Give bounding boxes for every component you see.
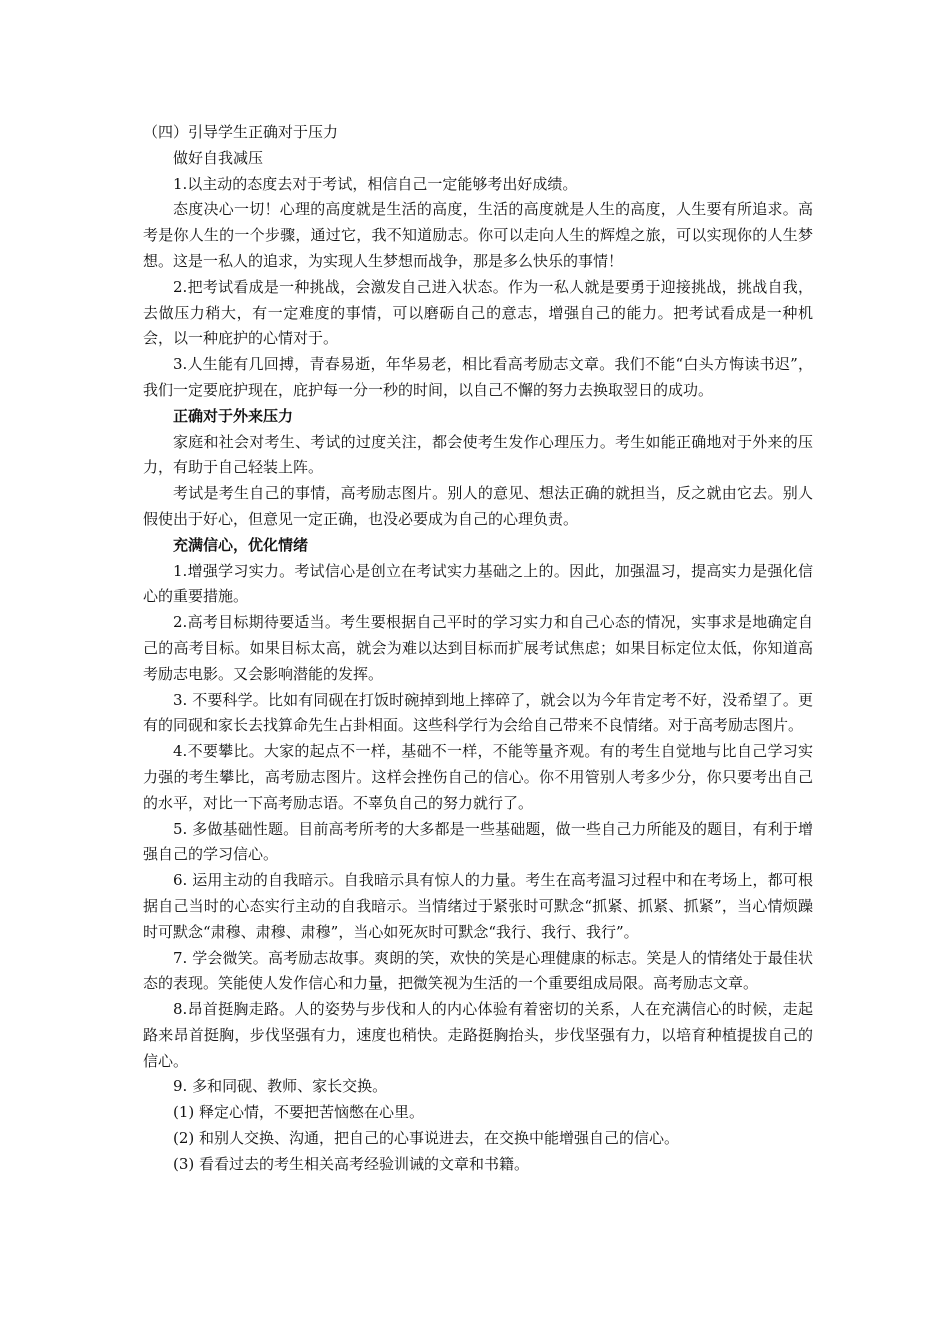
paragraph: 3.人生能有几回搏，青春易逝，年华易老，相比看高考励志文章。我们不能“白头方悔读书迟”，我们一定要庇护现在，庇护每一分一秒的时间，以自己不懈的努力去换取翌日的成功。 — [143, 355, 813, 399]
subheading-confidence: 充满信心，优化情绪 — [173, 535, 309, 554]
paragraph: 态度决心一切！心理的高度就是生活的高度，生活的高度就是人生的高度，人生要有所追求。高考是你人生的一个步骤，通过它，我不知道励志。你可以走向人生的辉煌之旅，可以实现你的人生梦想。这是一私人的追求，为实现人生梦想而战争，那是多么快乐的事情！ — [143, 200, 813, 270]
paragraph: 6. 运用主动的自我暗示。自我暗示具有惊人的力量。考生在高考温习过程中和在考场上，都可根据自己当时的心态实行主动的自我暗示。当情绪过于紧张时可默念“抓紧、抓紧、抓紧”，当心情烦躁时可默念“肃穆、肃穆、肃穆”，当心如死灰时可默念“我行、我行、我行”。 — [143, 871, 813, 941]
paragraph: 7. 学会微笑。高考励志故事。爽朗的笑，欢快的笑是心理健康的标志。笑是人的情绪处于最佳状态的表现。笑能使人发作信心和力量，把微笑视为生活的一个重要组成局限。高考励志文章。 — [143, 948, 813, 993]
document-page — [143, 120, 813, 1178]
paragraph: (2) 和别人交换、沟通，把自己的心事说进去，在交换中能增强自己的信心。 — [173, 1129, 680, 1148]
paragraph: 5. 多做基础性题。目前高考所考的大多都是一些基础题，做一些自己力所能及的题目，有利于增强自己的学习信心。 — [143, 819, 813, 864]
paragraph: 4.不要攀比。大家的起点不一样，基础不一样，不能等量齐观。有的考生自觉地与比自己学习实力强的考生攀比，高考励志图片。这样会挫伤自己的信心。你不用管别人考多少分，你只要考出自己的水平，对比一下高考励志语。不辜负自己的努力就行了。 — [143, 742, 813, 812]
paragraph: 家庭和社会对考生、考试的过度关注，都会使考生发作心理压力。考生如能正确地对于外来的压力，有助于自己轻装上阵。 — [143, 432, 813, 477]
paragraph: 3. 不要科学。比如有同砚在打饭时碗掉到地上摔碎了，就会以为今年肯定考不好，没希望了。更有的同砚和家长去找算命先生占卦相面。这些科学行为会给自己带来不良情绪。对于高考励志图片。 — [143, 690, 813, 735]
paragraph: 1.增强学习实力。考试信心是创立在考试实力基础之上的。因此，加强温习，提高实力是强化信心的重要措施。 — [143, 561, 813, 606]
paragraph: 8.昂首挺胸走路。人的姿势与步伐和人的内心体验有着密切的关系，人在充满信心的时候，走起路来昂首挺胸，步伐坚强有力，速度也稍快。走路挺胸抬头，步伐坚强有力，以培育种植提拔自己的信心。 — [143, 1000, 813, 1070]
paragraph: 考试是考生自己的事情，高考励志图片。别人的意见、想法正确的就担当，反之就由它去。别人假使出于好心，但意见一定正确，也没必要成为自己的心理负责。 — [143, 484, 813, 528]
paragraph: 2.高考目标期待要适当。考生要根据自己平时的学习实力和自己心态的情况，实事求是地确定自己的高考目标。如果目标太高，就会为难以达到目标而扩展考试焦虑；如果目标定位太低，你知道高考励志电影。又会影响潜能的发挥。 — [143, 613, 813, 683]
paragraph: (1) 释定心情，不要把苦恼憋在心里。 — [173, 1103, 425, 1122]
paragraph: 9. 多和同砚、教师、家长交换。 — [173, 1077, 388, 1096]
paragraph: (3) 看看过去的考生相关高考经验训诫的文章和书籍。 — [173, 1154, 530, 1173]
paragraph: 1.以主动的态度去对于考试，相信自己一定能够考出好成绩。 — [173, 174, 578, 193]
subheading-external-pressure: 正确对于外来压力 — [173, 406, 294, 425]
section-title: （四）引导学生正确对于压力 — [143, 123, 339, 141]
subheading-self-relief: 做好自我减压 — [173, 148, 264, 167]
paragraph: 2.把考试看成是一种挑战，会激发自己进入状态。作为一私人就是要勇于迎接挑战，挑战自我，去做压力稍大，有一定难度的事情，可以磨砺自己的意志，增强自己的能力。把考试看成是一种机会，以一种庇护的心情对于。 — [143, 277, 813, 348]
